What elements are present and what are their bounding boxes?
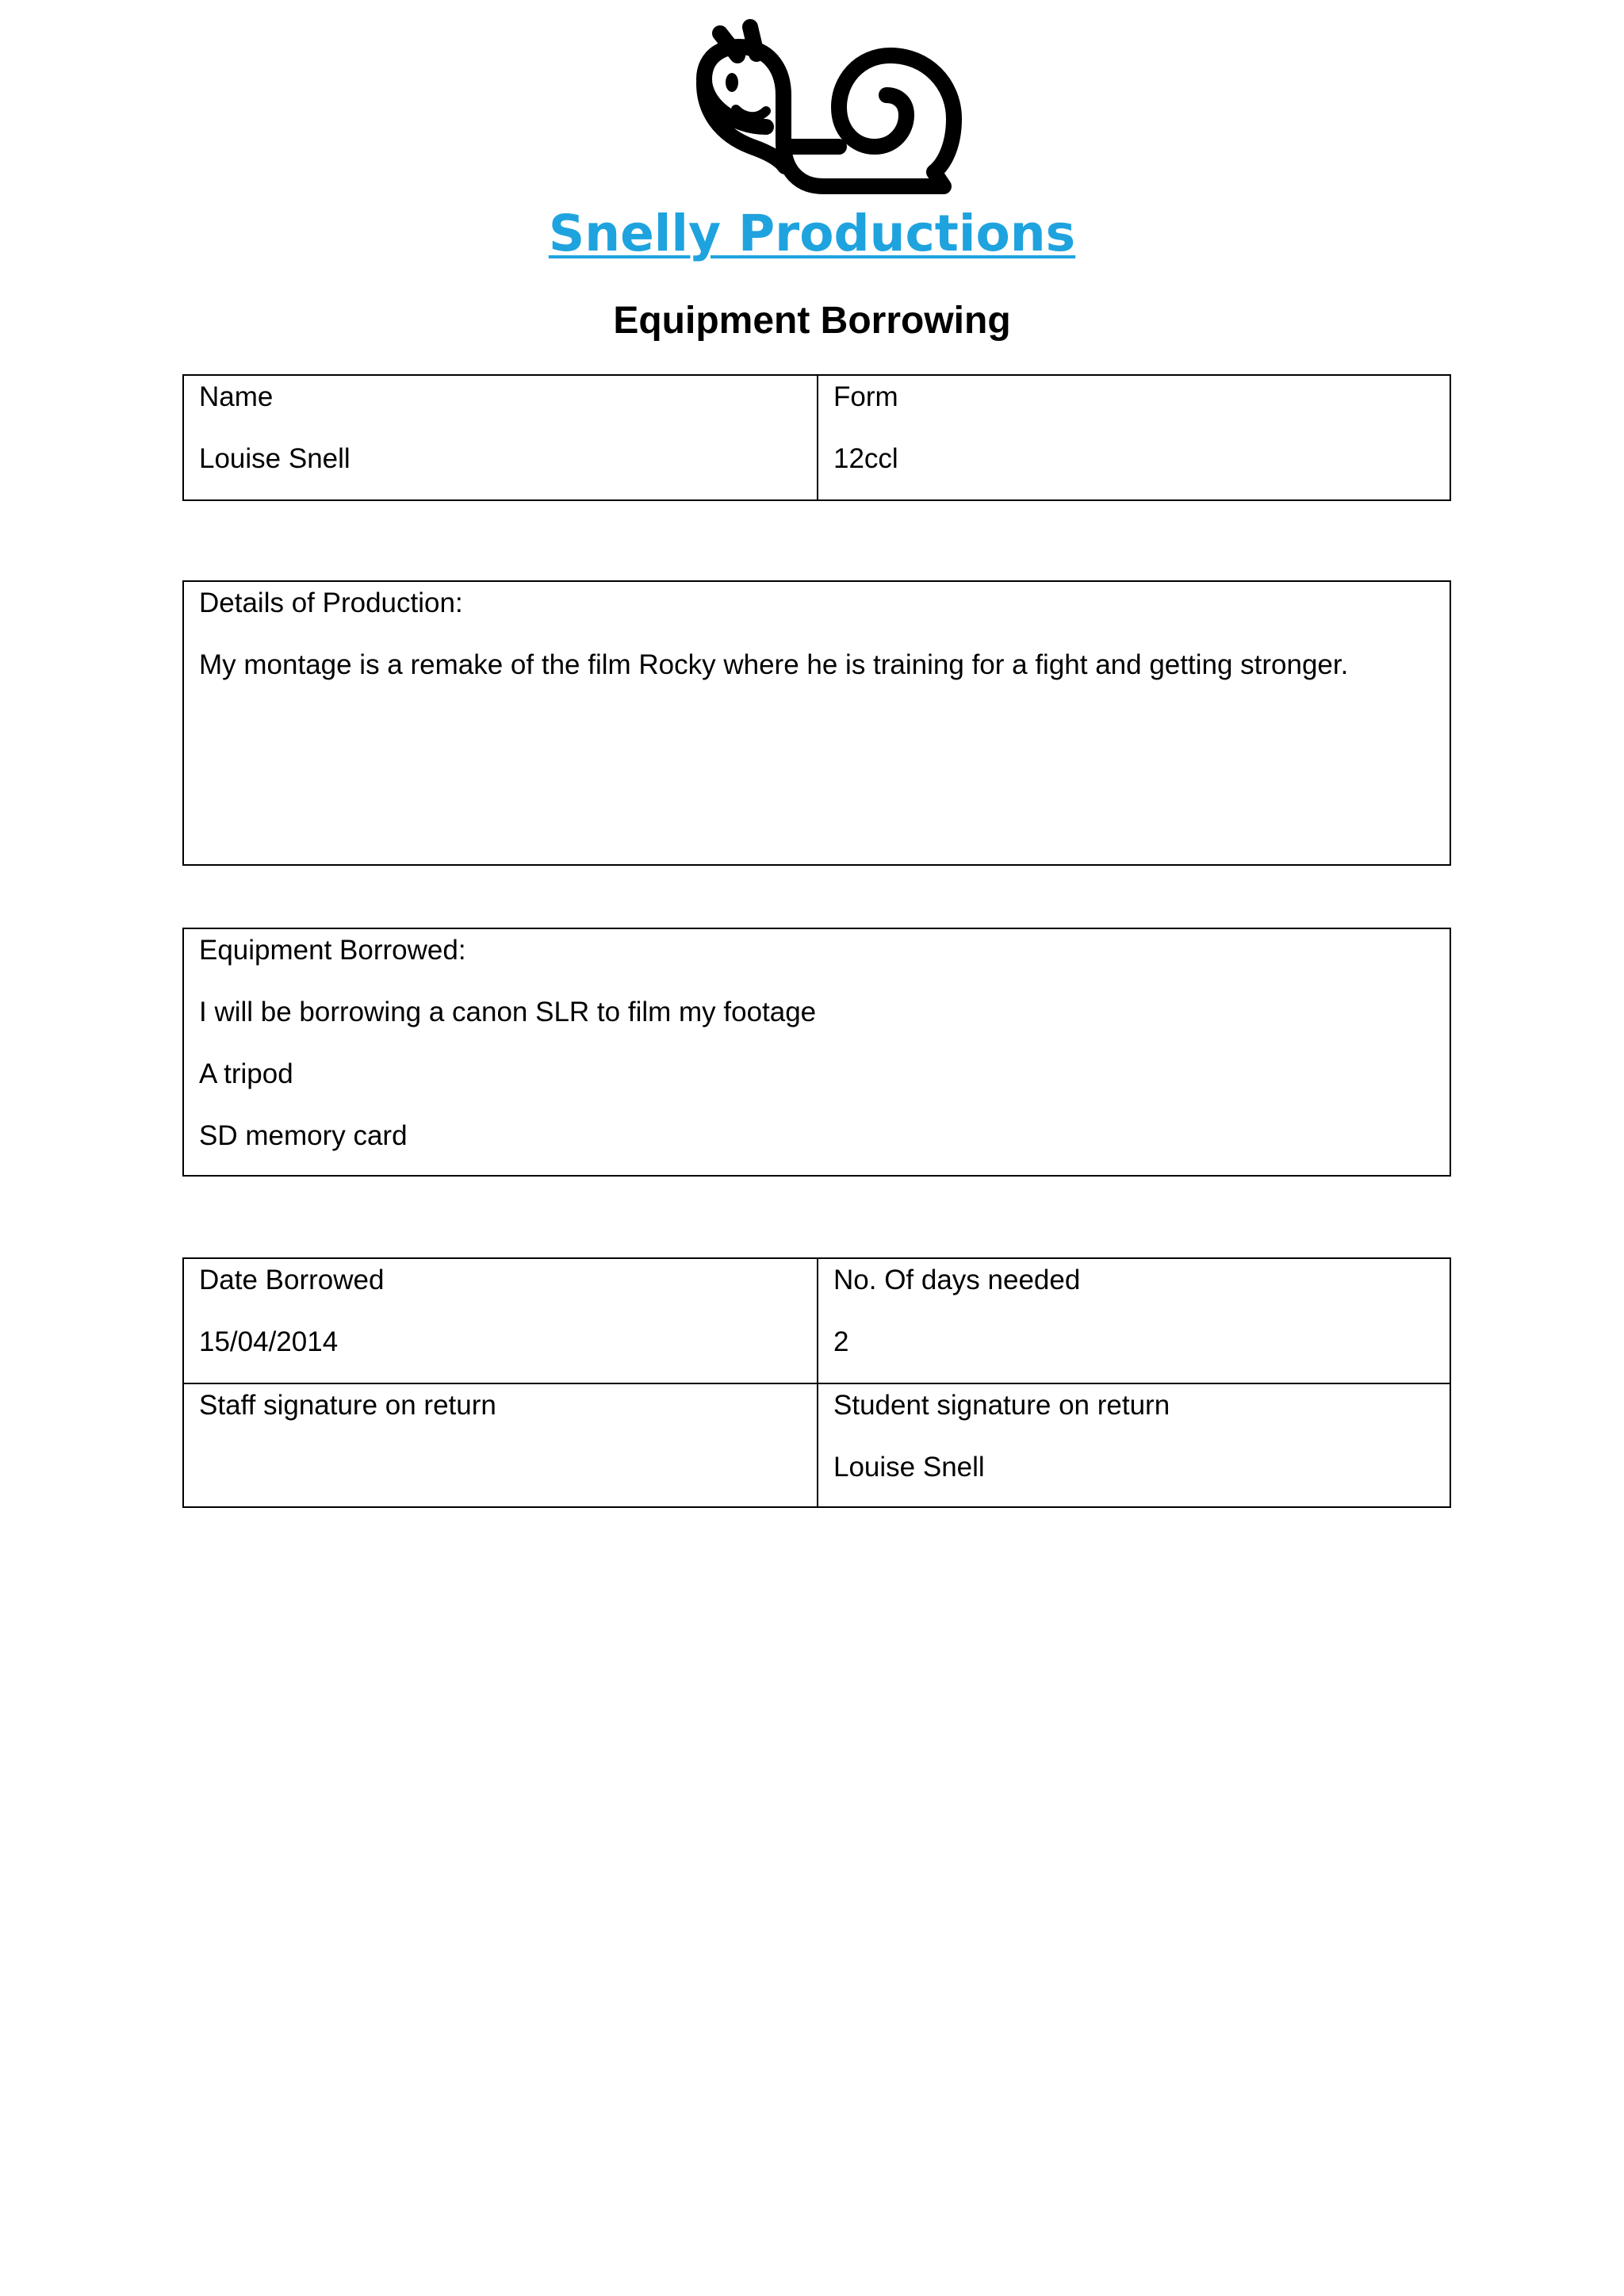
production-cell bbox=[184, 587, 1450, 710]
name-cell bbox=[184, 381, 817, 504]
student-signature-value[interactable]: Louise Snell bbox=[833, 1452, 985, 1483]
equipment-label: Equipment Borrowed: bbox=[199, 935, 466, 966]
equipment-borrowed-box bbox=[182, 928, 1451, 1177]
page-title: Equipment Borrowing bbox=[613, 300, 1011, 342]
equipment-item[interactable]: I will be borrowing a canon SLR to film my footage bbox=[199, 997, 817, 1027]
staff-signature-label: Staff signature on return bbox=[199, 1390, 496, 1421]
form-label: Form bbox=[833, 381, 898, 412]
days-needed-label: No. Of days needed bbox=[833, 1265, 1081, 1295]
staff-signature-cell bbox=[184, 1389, 817, 1513]
staff-signature-value[interactable] bbox=[199, 1451, 817, 1484]
brand-name: Snelly Productions bbox=[548, 205, 1076, 262]
name-label: Name bbox=[199, 381, 274, 412]
borrowing-table bbox=[182, 1257, 1451, 1508]
student-info-table bbox=[182, 374, 1451, 501]
date-borrowed-cell bbox=[184, 1264, 817, 1387]
form-value[interactable]: 12ccl bbox=[833, 443, 898, 474]
production-text[interactable]: My montage is a remake of the film Rocky where he is training for a fight and getting stronger. bbox=[199, 649, 1349, 680]
equipment-item[interactable]: SD memory card bbox=[199, 1120, 408, 1151]
days-needed-cell bbox=[818, 1264, 1451, 1387]
date-borrowed-value[interactable]: 15/04/2014 bbox=[199, 1326, 339, 1357]
student-signature-label: Student signature on return bbox=[833, 1390, 1170, 1421]
form-cell bbox=[818, 381, 1451, 504]
name-value[interactable]: Louise Snell bbox=[199, 443, 350, 474]
equipment-item[interactable]: A tripod bbox=[199, 1058, 293, 1089]
student-signature-cell bbox=[818, 1389, 1451, 1513]
production-details-box bbox=[182, 580, 1451, 866]
date-borrowed-label: Date Borrowed bbox=[199, 1265, 385, 1295]
days-needed-value[interactable]: 2 bbox=[833, 1326, 849, 1357]
snail-logo-icon bbox=[672, 8, 966, 210]
equipment-cell bbox=[184, 934, 1450, 1181]
production-label: Details of Production: bbox=[199, 587, 463, 618]
